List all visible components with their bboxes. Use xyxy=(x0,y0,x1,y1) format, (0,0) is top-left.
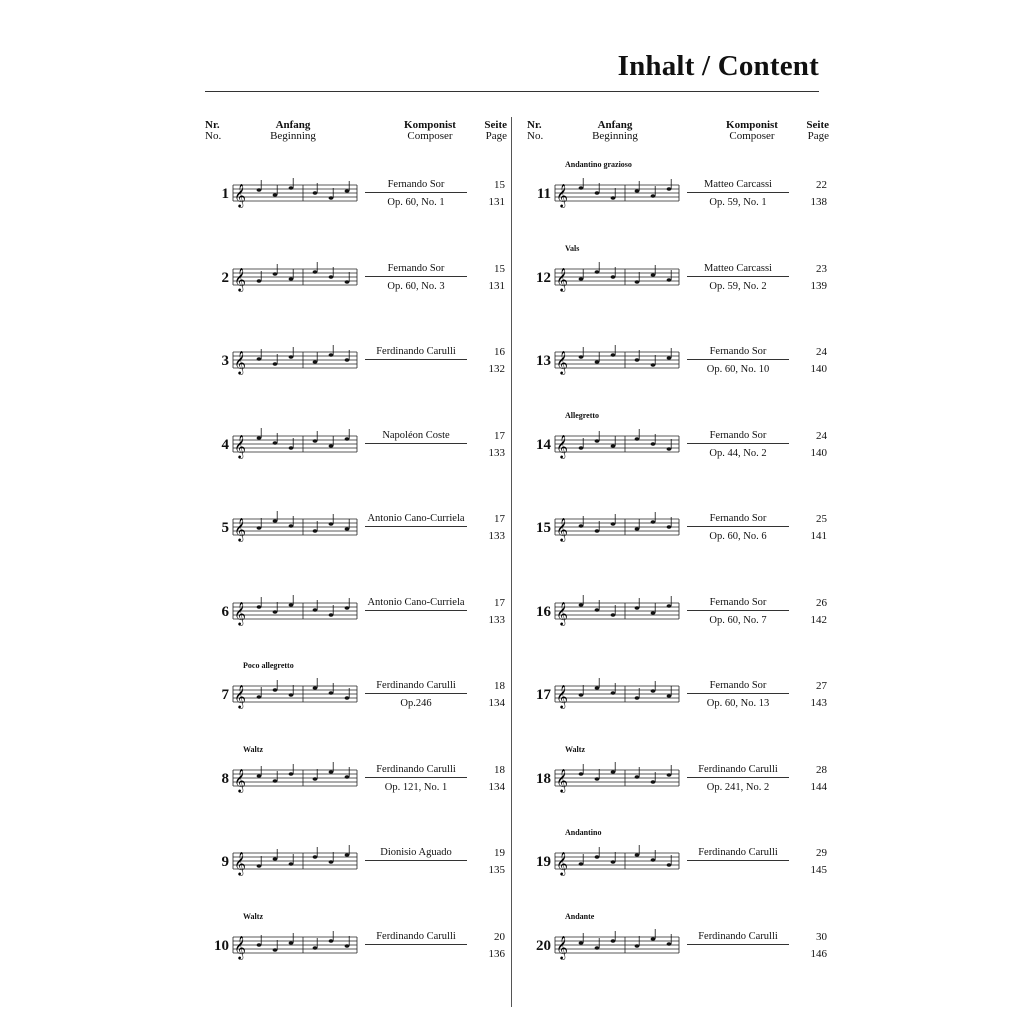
tempo-marking: Waltz xyxy=(565,744,585,754)
svg-text:𝄞: 𝄞 xyxy=(556,767,568,792)
opus-number: Op. 60, No. 13 xyxy=(706,698,770,709)
composer-name: Fernando Sor xyxy=(687,680,789,694)
contents-entry[interactable] xyxy=(205,247,505,307)
composer-name: Ferdinando Carulli xyxy=(365,931,467,945)
svg-text:𝄞: 𝄞 xyxy=(556,851,568,875)
entry-number: 10 xyxy=(214,937,229,954)
svg-text:𝄞: 𝄞 xyxy=(234,433,246,458)
page-number: 29 xyxy=(816,847,827,859)
page-number: 27 xyxy=(816,680,827,692)
page-number-secondary: 132 xyxy=(488,363,505,375)
header-page: Seite Page xyxy=(806,119,829,142)
music-incipit xyxy=(231,841,359,883)
entry-number: 20 xyxy=(536,937,551,954)
page-number: 22 xyxy=(816,179,827,191)
entry-number: 5 xyxy=(221,520,229,536)
tempo-marking: Waltz xyxy=(243,744,263,754)
entry-number: 11 xyxy=(536,186,551,202)
entry-number: 15 xyxy=(536,520,551,536)
entry-number: 6 xyxy=(221,603,229,620)
entry-number: 2 xyxy=(221,269,229,286)
page-title: Inhalt / Content xyxy=(617,50,819,82)
page-number-secondary: 134 xyxy=(488,780,505,793)
music-incipit xyxy=(553,257,681,299)
contents-entry[interactable] xyxy=(205,744,505,808)
contents-entry[interactable] xyxy=(527,664,827,724)
page-number-secondary: 133 xyxy=(488,613,505,626)
page-number: 26 xyxy=(816,596,827,609)
entry-number: 1 xyxy=(221,186,229,202)
svg-text:𝄞: 𝄞 xyxy=(556,517,568,541)
tempo-marking: Allegretto xyxy=(565,410,600,420)
entry-number: 14 xyxy=(536,436,551,453)
composer-name: Antonio Cano-Curriela xyxy=(365,597,467,611)
contents-entry[interactable] xyxy=(205,661,505,724)
page-number-secondary: 140 xyxy=(810,363,827,375)
entry-number: 3 xyxy=(221,353,229,369)
page-number: 17 xyxy=(494,596,505,609)
composer-name: Ferdinando Carulli xyxy=(687,764,789,778)
contents-entry[interactable] xyxy=(527,410,827,474)
page-number: 17 xyxy=(494,513,505,525)
opus-number: Op. 121, No. 1 xyxy=(384,781,448,793)
contents-entry[interactable] xyxy=(527,330,827,390)
page-number-secondary: 136 xyxy=(488,947,505,960)
svg-text:𝄞: 𝄞 xyxy=(234,767,246,792)
contents-entry[interactable] xyxy=(527,160,827,223)
music-incipit xyxy=(231,424,359,466)
contents-entry[interactable] xyxy=(527,744,827,808)
entry-number: 18 xyxy=(536,770,551,787)
opus-number: Op. 241, No. 2 xyxy=(706,781,770,793)
page-number-secondary: 146 xyxy=(810,947,827,960)
svg-text:𝄞: 𝄞 xyxy=(234,517,246,541)
svg-text:𝄞: 𝄞 xyxy=(556,183,568,207)
entry-number: 17 xyxy=(536,687,551,703)
tempo-marking: Waltz xyxy=(243,911,263,921)
music-incipit xyxy=(231,674,359,716)
page-number: 24 xyxy=(816,346,827,358)
page-number: 20 xyxy=(494,930,505,943)
svg-text:𝄞: 𝄞 xyxy=(234,934,246,959)
opus-number: Op. 60, No. 6 xyxy=(709,531,767,542)
composer-name: Fernando Sor xyxy=(687,346,789,360)
page-number-secondary: 139 xyxy=(810,279,827,292)
composer-name: Matteo Carcassi xyxy=(687,179,789,193)
header-beginning: Anfang Beginning xyxy=(592,119,638,142)
page-number: 28 xyxy=(816,763,827,776)
music-incipit xyxy=(553,340,681,382)
svg-text:𝄞: 𝄞 xyxy=(234,851,246,875)
music-incipit xyxy=(231,340,359,382)
entry-number: 7 xyxy=(221,687,229,703)
music-incipit xyxy=(553,591,681,633)
composer-name: Dionisio Aguado xyxy=(365,847,467,861)
header-composer: Komponist Composer xyxy=(404,119,456,142)
composer-name: Napoléon Coste xyxy=(365,430,467,444)
composer-name: Fernando Sor xyxy=(687,513,789,527)
music-incipit xyxy=(231,591,359,633)
page-number: 16 xyxy=(494,346,505,358)
contents-entry[interactable] xyxy=(527,581,827,641)
entry-number: 8 xyxy=(221,770,229,787)
page-number-secondary: 140 xyxy=(810,446,827,459)
svg-text:𝄞: 𝄞 xyxy=(556,600,568,625)
page-number-secondary: 131 xyxy=(488,279,505,292)
contents-entry[interactable] xyxy=(527,243,827,307)
svg-text:𝄞: 𝄞 xyxy=(234,600,246,625)
column-divider xyxy=(511,117,512,1007)
composer-name: Ferdinando Carulli xyxy=(365,346,467,360)
tempo-marking: Andante xyxy=(565,911,595,921)
svg-text:𝄞: 𝄞 xyxy=(234,684,246,708)
contents-entry[interactable] xyxy=(527,497,827,557)
composer-name: Ferdinando Carulli xyxy=(365,764,467,778)
entry-number: 16 xyxy=(536,603,551,620)
contents-entry[interactable] xyxy=(527,911,827,975)
title-rule xyxy=(205,91,819,92)
svg-text:𝄞: 𝄞 xyxy=(556,266,568,291)
svg-text:𝄞: 𝄞 xyxy=(234,183,246,207)
composer-name: Fernando Sor xyxy=(365,263,467,277)
contents-entry[interactable] xyxy=(205,911,505,975)
composer-name: Ferdinando Carulli xyxy=(365,680,467,694)
page-number-secondary: 138 xyxy=(810,196,827,208)
page-number-secondary: 142 xyxy=(810,613,827,626)
music-incipit xyxy=(553,674,681,716)
svg-text:𝄞: 𝄞 xyxy=(556,934,568,959)
music-incipit xyxy=(231,173,359,215)
page-number: 18 xyxy=(494,763,505,776)
contents-entry[interactable] xyxy=(527,828,827,891)
opus-number: Op. 60, No. 3 xyxy=(387,280,445,292)
music-incipit xyxy=(553,925,681,967)
music-incipit xyxy=(553,758,681,800)
page-number: 25 xyxy=(816,513,827,525)
composer-name: Fernando Sor xyxy=(687,430,789,444)
page-number: 17 xyxy=(494,429,505,442)
opus-number: Op. 44, No. 2 xyxy=(709,447,767,459)
svg-text:𝄞: 𝄞 xyxy=(556,350,568,374)
svg-text:𝄞: 𝄞 xyxy=(556,684,568,708)
opus-number: Op. 60, No. 7 xyxy=(709,614,767,626)
opus-number: Op. 59, No. 1 xyxy=(709,197,767,208)
tempo-marking: Vals xyxy=(565,243,580,253)
page-number-secondary: 133 xyxy=(488,530,505,542)
contents-entry[interactable] xyxy=(205,414,505,474)
page-number-secondary: 131 xyxy=(488,196,505,208)
composer-name: Fernando Sor xyxy=(687,597,789,611)
composer-name: Ferdinando Carulli xyxy=(687,931,789,945)
header-composer: Komponist Composer xyxy=(726,119,778,142)
opus-number: Op. 60, No. 1 xyxy=(387,197,445,208)
music-incipit xyxy=(231,507,359,549)
svg-text:𝄞: 𝄞 xyxy=(556,433,568,458)
contents-entry[interactable] xyxy=(205,581,505,641)
page-number: 23 xyxy=(816,262,827,275)
composer-name: Fernando Sor xyxy=(365,179,467,193)
page-number: 30 xyxy=(816,930,827,943)
contents-entry[interactable] xyxy=(205,163,505,223)
page-number-secondary: 133 xyxy=(488,446,505,459)
svg-text:𝄞: 𝄞 xyxy=(234,350,246,374)
header-number: Nr. No. xyxy=(205,119,222,142)
header-page: Seite Page xyxy=(484,119,507,142)
music-incipit xyxy=(553,173,681,215)
page-number-secondary: 135 xyxy=(488,864,505,876)
composer-name: Ferdinando Carulli xyxy=(687,847,789,861)
header-beginning: Anfang Beginning xyxy=(270,119,316,142)
music-incipit xyxy=(553,507,681,549)
composer-name: Matteo Carcassi xyxy=(687,263,789,277)
entry-number: 19 xyxy=(536,854,551,870)
entry-number: 13 xyxy=(536,353,551,369)
page-number: 18 xyxy=(494,680,505,692)
tempo-marking: Poco allegretto xyxy=(243,661,294,670)
page-number-secondary: 134 xyxy=(488,697,505,709)
page-number-secondary: 145 xyxy=(810,864,827,876)
page-number-secondary: 144 xyxy=(810,780,827,793)
opus-number: Op.246 xyxy=(400,698,432,709)
header-number: Nr. No. xyxy=(527,119,544,142)
music-incipit xyxy=(553,424,681,466)
composer-name: Antonio Cano-Curriela xyxy=(365,513,467,527)
entry-number: 12 xyxy=(536,269,551,286)
tempo-marking: Andantino grazioso xyxy=(565,160,632,169)
music-incipit xyxy=(231,925,359,967)
opus-number: Op. 60, No. 10 xyxy=(706,364,770,375)
music-incipit xyxy=(231,758,359,800)
entry-number: 9 xyxy=(221,854,229,870)
contents-entry[interactable] xyxy=(205,831,505,891)
contents-entry[interactable] xyxy=(205,497,505,557)
contents-entry[interactable] xyxy=(205,330,505,390)
page-number-secondary: 141 xyxy=(810,530,827,542)
page-number: 24 xyxy=(816,429,827,442)
tempo-marking: Andantino xyxy=(565,828,602,837)
page-number: 19 xyxy=(494,847,505,859)
opus-number: Op. 59, No. 2 xyxy=(709,280,767,292)
music-incipit xyxy=(553,841,681,883)
page-number-secondary: 143 xyxy=(810,697,827,709)
svg-text:𝄞: 𝄞 xyxy=(234,266,246,291)
entry-number: 4 xyxy=(221,436,229,453)
music-incipit xyxy=(231,257,359,299)
page-number: 15 xyxy=(494,179,505,191)
page-number: 15 xyxy=(494,262,505,275)
